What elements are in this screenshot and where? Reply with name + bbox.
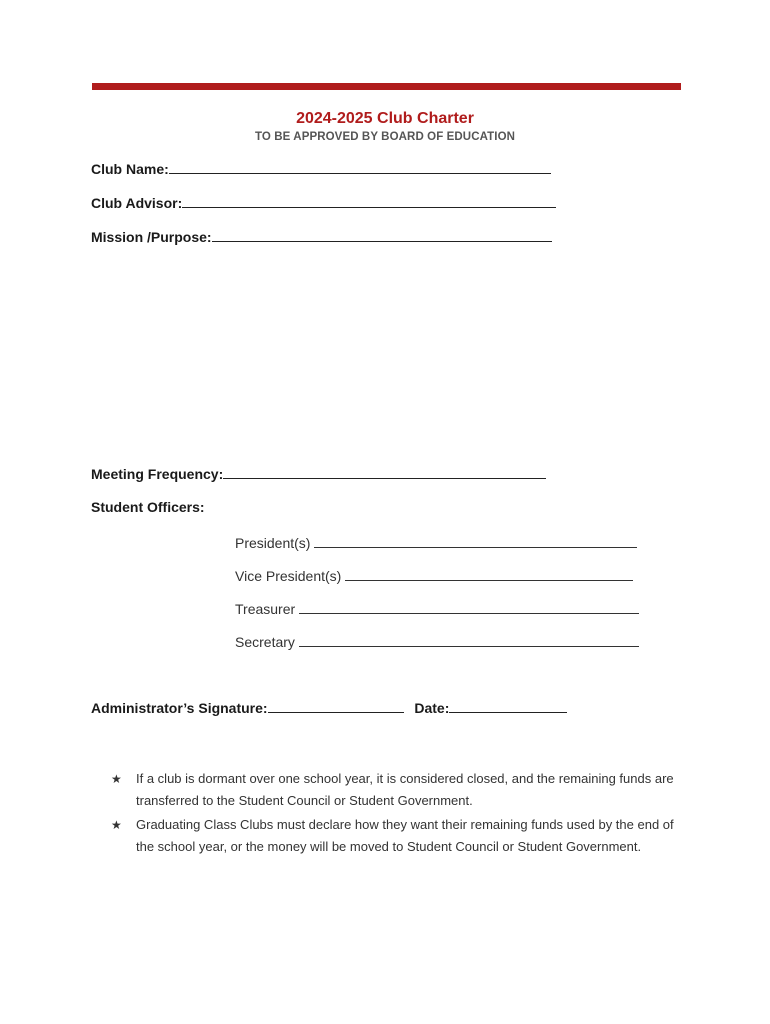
- treasurer-input-line[interactable]: [299, 599, 639, 614]
- list-item: [108, 814, 688, 858]
- mission-label: Mission /Purpose:: [91, 229, 212, 245]
- club-advisor-field: [91, 193, 556, 211]
- mission-input-line[interactable]: [212, 227, 552, 242]
- admin-signature-label: Administrator’s Signature:: [91, 700, 268, 716]
- star-icon: ★: [111, 818, 122, 832]
- star-icon: ★: [111, 772, 122, 786]
- secretary-label: Secretary: [235, 634, 295, 650]
- student-officers-heading: Student Officers:: [91, 499, 205, 515]
- note-text: If a club is dormant over one school year, it is considered closed, and the remaining funds are transferred to the Student Council or Student Government.: [136, 771, 674, 808]
- secretary-input-line[interactable]: [299, 632, 639, 647]
- list-item: [108, 768, 688, 812]
- mission-field: [91, 227, 552, 245]
- secretary-field: [235, 632, 639, 650]
- president-input-line[interactable]: [314, 533, 637, 548]
- page-title: 2024-2025 Club Charter: [296, 110, 474, 127]
- admin-signature-line[interactable]: [268, 698, 404, 713]
- club-name-field: [91, 159, 551, 177]
- club-advisor-input-line[interactable]: [182, 193, 556, 208]
- club-name-label: Club Name:: [91, 161, 169, 177]
- president-field: [235, 533, 637, 551]
- notes-list: [108, 768, 688, 860]
- treasurer-label: Treasurer: [235, 601, 296, 617]
- date-input-line[interactable]: [449, 698, 567, 713]
- president-label: President(s): [235, 535, 311, 551]
- treasurer-field: [235, 599, 639, 617]
- club-name-input-line[interactable]: [169, 159, 551, 174]
- page-subtitle: TO BE APPROVED BY BOARD OF EDUCATION: [254, 131, 516, 143]
- vice-president-field: [235, 566, 633, 584]
- note-text: Graduating Class Clubs must declare how they want their remaining funds used by the end of the school year, or the money will be moved to Student Council or Student Government.: [136, 817, 674, 854]
- vice-president-label: Vice President(s): [235, 568, 342, 584]
- date-label: Date:: [414, 700, 450, 716]
- vice-president-input-line[interactable]: [345, 566, 633, 581]
- meeting-frequency-input-line[interactable]: [223, 464, 546, 479]
- meeting-frequency-label: Meeting Frequency:: [91, 466, 224, 482]
- club-advisor-label: Club Advisor:: [91, 195, 183, 211]
- meeting-frequency-field: [91, 464, 546, 482]
- signature-row: [91, 698, 567, 716]
- header-divider: [92, 83, 681, 90]
